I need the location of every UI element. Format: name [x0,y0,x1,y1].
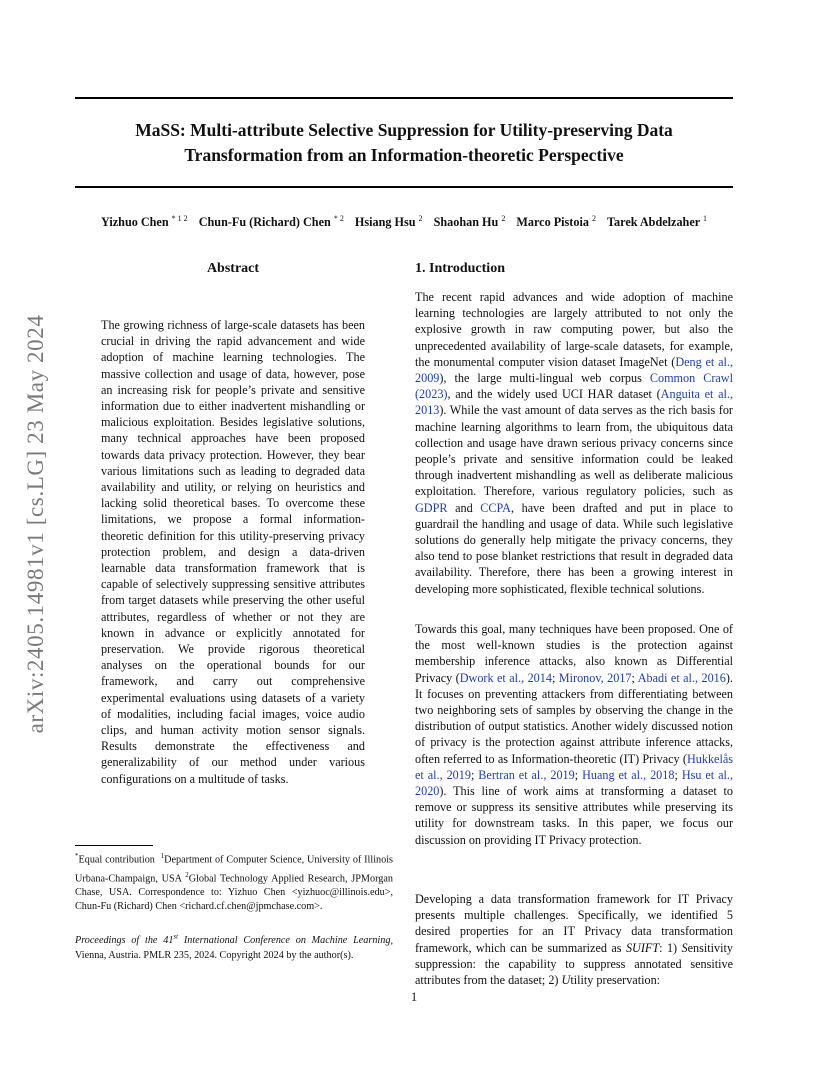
author: Shaohan Hu $^2$ [433,214,506,230]
citation-link[interactable]: Dwork et al., 2014 [459,670,552,685]
author: Tarek Abdelzaher $^1$ [607,214,707,230]
body-text: ; [631,670,638,685]
citation-link[interactable]: Common Crawl (2023) [415,371,733,402]
intro-paragraph-1 [415,289,733,597]
body-text: ; [674,767,682,782]
author: Chun-Fu (Richard) Chen $^{* 2}$ [198,214,344,230]
body-text: ; [551,670,559,685]
author: Marco Pistoia $^2$ [516,214,596,230]
body-text: ). It focuses on preventing attackers from differentiating between two neighboring sets of samples by observing the change in the distribution of output statistics. Another widely discussed notion of privacy is the protection against attribute inference attacks, often referred to as Information-theoretic (IT) Privacy ( [415,670,733,766]
body-text: Towards this goal, many techniques have been proposed. One of the most well-known studies is the protection against membership inference attacks, also known as Differential Privacy ( [415,622,733,685]
abstract-text: The growing richness of large-scale datasets has been crucial in driving the rapid advancement and wide adoption of machine learning technologies. The massive collection and usage of data, however, pose an increasing risk for people’s private and sensitive information due to either inadvertent mishandling or malicious exploitation. Besides legislative solutions, many technical approaches have been proposed towards data privacy protection. However, they bear various limitations such as leading to degraded data availability and utility, or relying on heuristics and lacking solid theoretical bases. To overcome these limitations, we propose a formal information-theoretic definition for this utility-preserving privacy protection problem, and design a data-driven learnable data transformation framework that is capable of selectively suppressing sensitive attributes from target datasets while preserving the other useful attributes, regardless of whether or not they are known in advance or explicitly annotated for preservation. We provide rigorous theoretical analyses on the operational bounds for our framework, and carry out comprehensive experimental evaluations using datasets of a variety of modalities, including facial images, voice audio clips, and human activity motion sensor signals. Results demonstrate the effectiveness and generalizability of our method under various configurations on a multitude of tasks. [101,318,365,786]
citation-link[interactable]: Deng et al., 2009 [415,354,733,386]
citation-link[interactable]: Huang et al., 2018 [582,767,675,782]
arxiv-stamp: arXiv:2405.14981v1 [cs.LG] 23 May 2024 [23,314,48,734]
intro-paragraph-3: Developing a data transformation framework for IT Privacy presents multiple challenges. Specifically, we identified 5 desired properties for an IT Privacy data transformation framework, which can be summarized as SUIFT: 1) Sensitivity suppression: the capability to suppress annotated sensitive attributes from the dataset; 2) Utility preservation: [415,892,733,988]
footnotes [75,849,393,915]
citation-link[interactable]: Abadi et al., 2016 [637,670,726,685]
body-text: ), the large multi-lingual web corpus [439,371,650,386]
body-text: ; [470,767,479,782]
body-text: The recent rapid advances and wide adoption of machine learning technologies are largely attributed to not only the explosive growth in raw computing power, but also the unprecedented availability of large-scale datasets, for example, the monumental computer vision dataset ImageNet ( [415,290,733,369]
body-text: , and the widely used UCI HAR dataset ( [447,387,661,402]
body-text: and [447,500,481,515]
citation-link[interactable]: CCPA [480,500,511,515]
title-rule-top [75,97,733,99]
intro-paragraph-2 [415,621,733,848]
body-text: ; [574,767,583,782]
page-number: 1 [410,990,418,1004]
abstract-heading: Abstract [206,261,260,276]
body-text: ). This line of work aims at transforming a dataset to remove or suppress its sensitive attributes while preserving its utility for downstream tasks. In this paper, we focus our discussion on providing IT Privacy protection. [415,784,733,847]
title-line-2: Transformation from an Information-theoretic Perspective [184,145,624,165]
author: Hsiang Hsu $^2$ [354,214,423,230]
footnote-affiliations: *Equal contribution $^1$Department of Computer Science, University of Illinois Urbana-Champaign, USA $^2$Global Technology Applied Research, JPMorgan Chase, USA. Correspondence to: Yizhuo Chen <yizhuoc@illinois.edu>, Chun-Fu (Richard) Chen <richard.cf.chen@jpmchase.com>. [75,852,394,913]
title-rule-bottom [75,186,733,188]
author: Yizhuo Chen $^{* 1 2}$ [101,214,188,230]
section-heading-introduction: 1. Introduction [415,261,505,276]
author-list [40,214,768,230]
citation-link[interactable]: Anguita et al., 2013 [415,387,733,418]
citation-link[interactable]: Hukkelås et al., 2019 [415,751,733,782]
title-line-1: MaSS: Multi-attribute Selective Suppression for Utility-preserving Data [135,120,673,140]
abstract-body [101,317,365,787]
citation-link[interactable]: Bertran et al., 2019 [478,767,575,782]
citation-link[interactable]: GDPR [415,500,448,515]
footnote-proceedings: Proceedings of the 41st International Conference on Machine Learning, Vienna, Austria. PMLR 235, 2024. Copyright 2024 by the author(s). [75,933,393,961]
paper-title [75,118,733,168]
citation-link[interactable]: Hsu et al., 2020 [415,767,734,799]
citation-link[interactable]: Mironov, 2017 [558,670,632,685]
body-text: , have been drafted and put in place to guardrail the handling and usage of data. While such legislative solutions do generally help mitigate the privacy concerns, they also tend to pose blanket restrictions that result in degraded data availability. Therefore, there has been a growing interest in developing more sophisticated, flexible technical solutions. [415,500,733,596]
body-text: ). While the vast amount of data serves as the rich basis for machine learning algorithms to learn from, the ubiquitous data collection and usage have drawn serious privacy concerns since people’s private and sensitive information could be leaked through inadvertent mishandling as well as deliberate malicious exploitation. Therefore, various regulatory policies, such as [415,403,733,499]
footnote-rule [75,845,153,846]
